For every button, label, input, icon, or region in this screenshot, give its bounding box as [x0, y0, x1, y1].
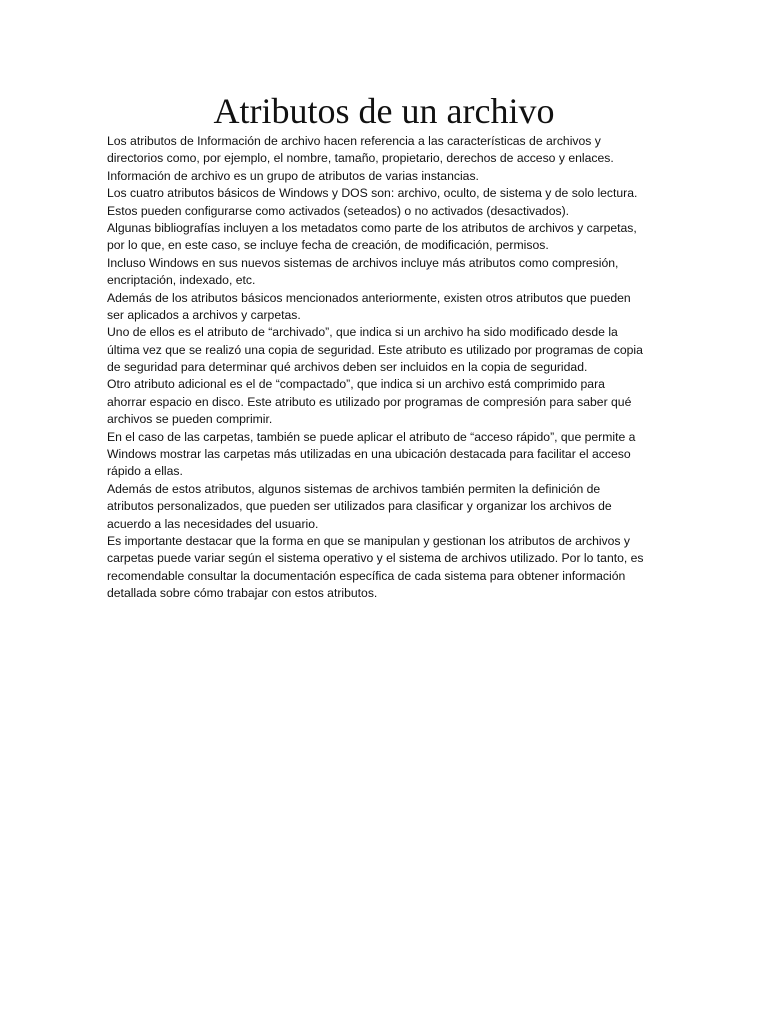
body-line: Además de los atributos básicos mencionados anteriormente, existen otros atributos que pueden: [107, 290, 631, 305]
body-line: Además de estos atributos, algunos sistemas de archivos también permiten la definición de: [107, 481, 601, 496]
body-line: detallada sobre cómo trabajar con estos atributos.: [107, 586, 378, 601]
body-line: Es importante destacar que la forma en que se manipulan y gestionan los atributos de archivos y: [107, 533, 631, 548]
body-line: encriptación, indexado, etc.: [107, 273, 256, 288]
document-title: Atributos de un archivo: [213, 91, 555, 131]
body-line: última vez que se realizó una copia de seguridad. Este atributo es utilizado por programas de copia: [107, 342, 643, 357]
body-line: Los atributos de Información de archivo hacen referencia a las características de archivos y: [107, 134, 601, 148]
body-line: atributos personalizados, que pueden ser utilizados para clasificar y organizar los archivos de: [107, 499, 612, 514]
body-line: recomendable consultar la documentación específica de cada sistema para obtener información: [107, 568, 626, 583]
body-line: ser aplicados a archivos y carpetas.: [107, 307, 301, 322]
body-line: ahorrar espacio en disco. Este atributo es utilizado por programas de compresión para saber qué: [107, 394, 632, 409]
body-line: Otro atributo adicional es el de “compactado”, que indica si un archivo está comprimido para: [107, 377, 605, 392]
document-body: [107, 133, 667, 603]
body-line: Algunas bibliografías incluyen a los metadatos como parte de los atributos de archivos y carpetas,: [107, 220, 637, 235]
body-line: archivos se pueden comprimir.: [107, 412, 273, 427]
body-line: carpetas puede variar según el sistema operativo y el sistema de archivos utilizado. Por lo tanto, es: [107, 551, 644, 566]
body-line: En el caso de las carpetas, también se puede aplicar el atributo de “acceso rápido”, que permite a: [107, 429, 636, 444]
body-line: directorios como, por ejemplo, el nombre, tamaño, propietario, derechos de acceso y enlaces.: [107, 151, 614, 166]
body-line: Incluso Windows en sus nuevos sistemas de archivos incluye más atributos como compresión,: [107, 255, 619, 270]
body-line: acuerdo a las necesidades del usuario.: [107, 516, 319, 531]
body-line: rápido a ellas.: [107, 464, 183, 479]
body-line: Uno de ellos es el atributo de “archivado”, que indica si un archivo ha sido modificado desde la: [107, 325, 618, 340]
body-line: Windows mostrar las carpetas más utilizadas en una ubicación destacada para facilitar el acceso: [107, 447, 631, 462]
body-line: Información de archivo es un grupo de atributos de varias instancias.: [107, 168, 479, 183]
body-line: de seguridad para determinar qué archivos deben ser incluidos en la copia de seguridad.: [107, 360, 588, 375]
body-line: Los cuatro atributos básicos de Windows y DOS son: archivo, oculto, de sistema y de solo lectura.: [107, 186, 638, 201]
body-line: por lo que, en este caso, se incluye fecha de creación, de modificación, permisos.: [107, 238, 549, 253]
body-line: Estos pueden configurarse como activados (seteados) o no activados (desactivados).: [107, 203, 570, 218]
